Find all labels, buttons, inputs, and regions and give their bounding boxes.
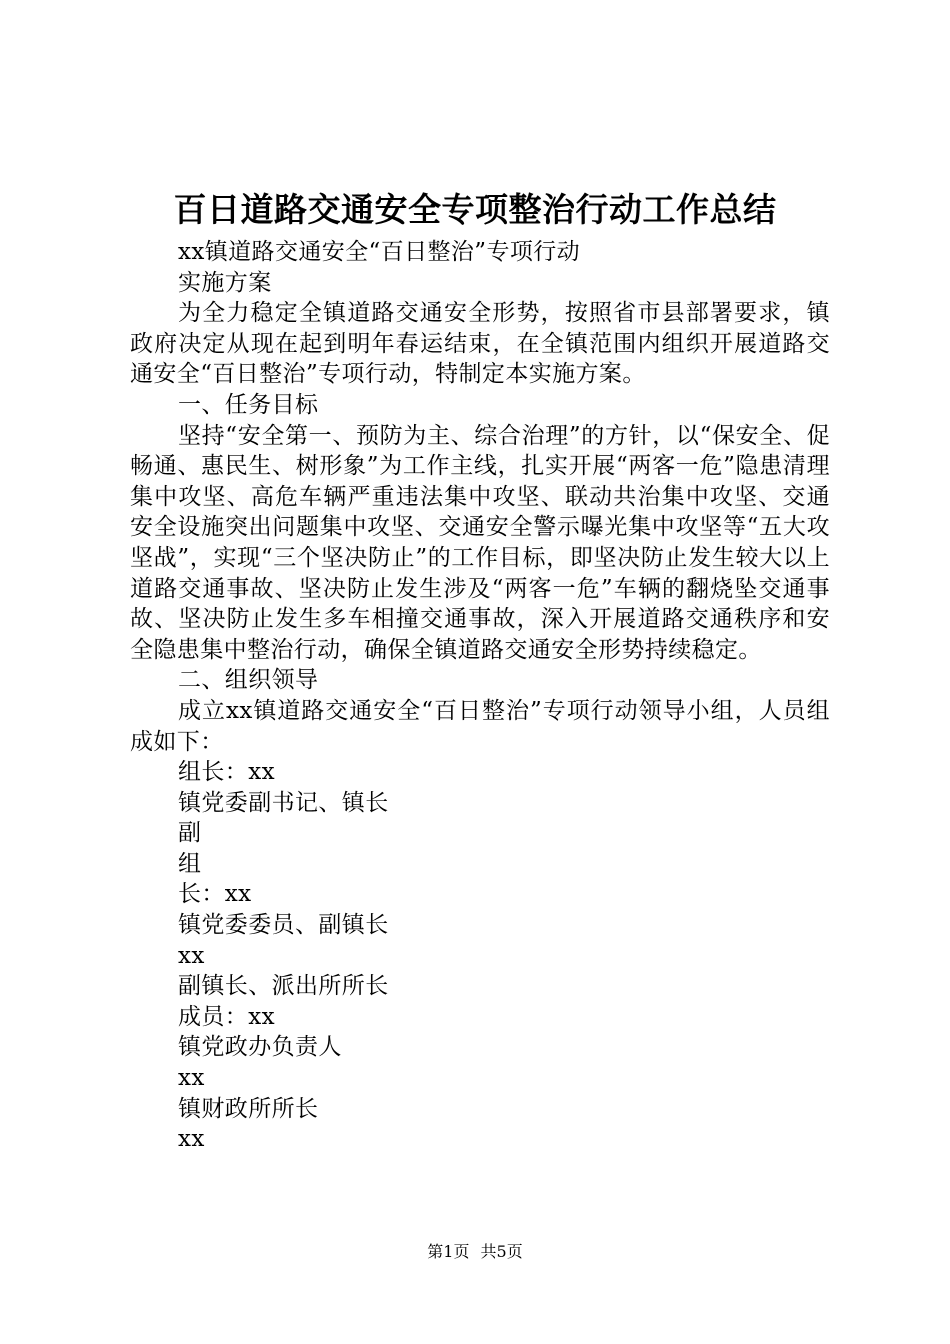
member-title-line-2: 镇财政所所长	[178, 1095, 319, 1122]
member-name-line-3: xx	[178, 1126, 205, 1153]
document-body	[130, 237, 830, 1155]
member-name-line-2: xx	[178, 1065, 205, 1092]
deputy-line-1: 副	[178, 820, 202, 847]
leader-line: 组长：xx	[178, 759, 275, 786]
section-2-paragraph: 成立xx镇道路交通安全“百日整治”专项行动领导小组，人员组成如下：	[130, 697, 830, 755]
document-title: 百日道路交通安全专项整治行动工作总结	[173, 190, 777, 229]
deputy-line-3: 长：xx	[178, 881, 252, 908]
subtitle-line-1: xx镇道路交通安全“百日整治”专项行动	[178, 239, 581, 265]
leader-title-line: 镇党委副书记、镇长	[178, 789, 389, 816]
section-1-paragraph: 坚持“安全第一、预防为主、综合治理”的方针，以“保安全、促畅通、惠民生、树形象”为工作主线，扎实开展“两客一危”隐患清理集中攻坚、高危车辆严重违法集中攻坚、联动共治集中攻坚、交通安全设施突出问题集中攻坚、交通安全警示曝光集中攻坚等“五大攻坚战”，实现“三个坚决防止”的工作目标，即坚决防止发生较大以上道路交通事故、坚决防止发生涉及“两客一危”车辆的翻烧坠交通事故、坚决防止发生多车相撞交通事故，深入开展道路交通秩序和安全隐患集中整治行动，确保全镇道路交通安全形势持续稳定。	[130, 422, 830, 663]
deputy-title-line-2: 副镇长、派出所所长	[178, 973, 389, 1000]
section-1-heading: 一、任务目标	[178, 391, 319, 418]
intro-paragraph: 为全力稳定全镇道路交通安全形势，按照省市县部署要求，镇政府决定从现在起到明年春运结束，在全镇范围内组织开展道路交通安全“百日整治”专项行动，特制定本实施方案。	[130, 300, 830, 388]
page-footer	[0, 1240, 950, 1264]
page-total: 共5页	[480, 1242, 523, 1261]
member-title-line-1: 镇党政办负责人	[178, 1034, 342, 1061]
deputy-name-line-2: xx	[178, 942, 205, 969]
section-2-heading: 二、组织领导	[178, 667, 319, 694]
page-number: 第1页	[427, 1242, 470, 1261]
deputy-title-line-1: 镇党委委员、副镇长	[178, 912, 389, 939]
member-line: 成员：xx	[178, 1003, 275, 1030]
deputy-line-2: 组	[178, 850, 202, 877]
subtitle-line-2: 实施方案	[178, 269, 272, 296]
